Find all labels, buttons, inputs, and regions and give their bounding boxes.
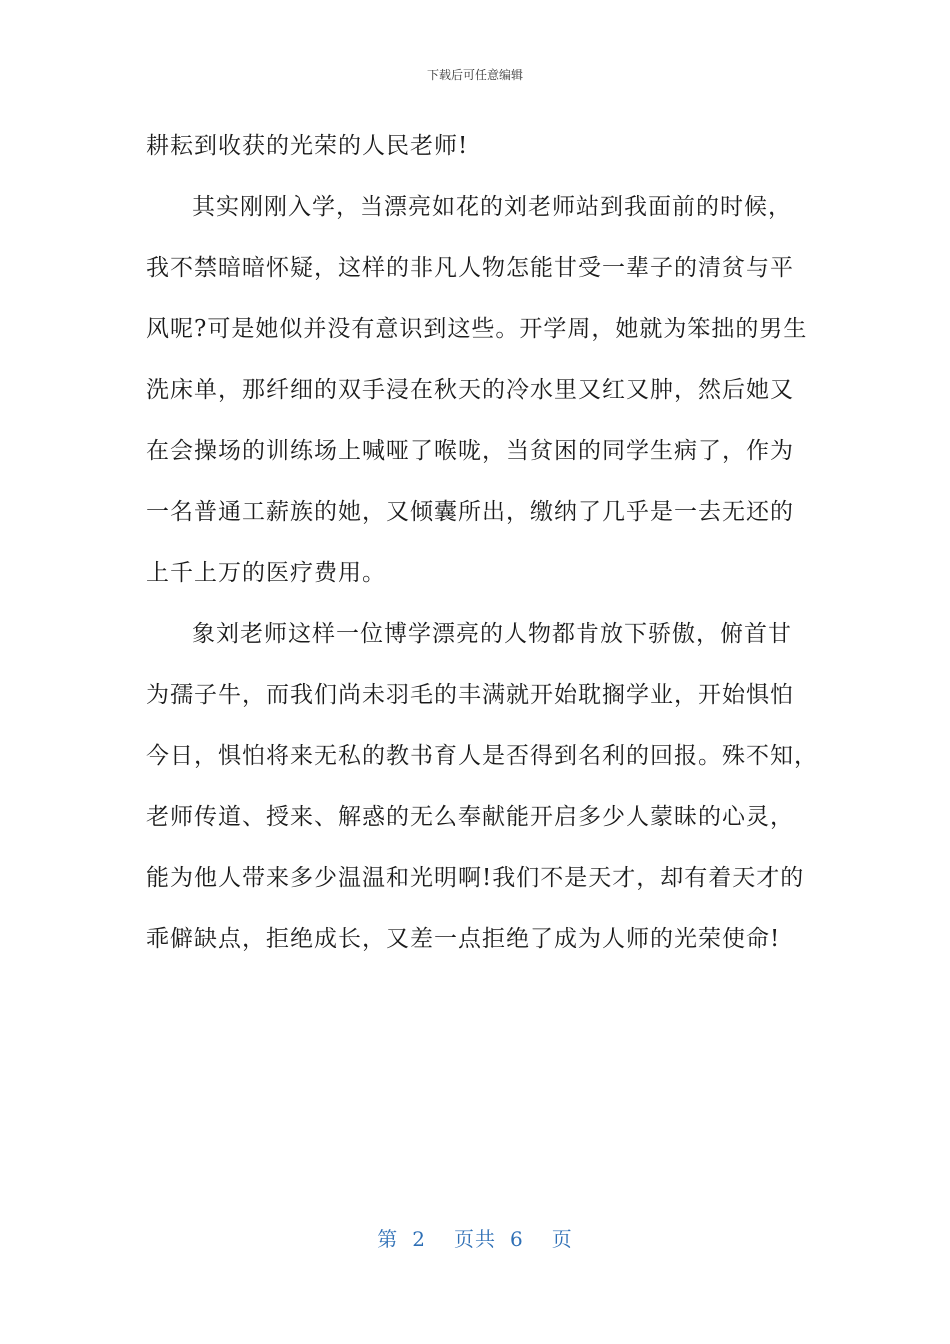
text-line: 上千上万的医疗费用。 — [146, 560, 386, 586]
text-line: 能为他人带来多少温温和光明啊!我们不是天才，却有着天才的 — [146, 865, 805, 891]
page-number: 2 — [412, 1227, 426, 1251]
document-body — [146, 117, 818, 969]
text-line: 老师传道、授来、解惑的无么奉献能开启多少人蒙昧的心灵， — [146, 804, 794, 830]
text-line: 一名普通工薪族的她，又倾囊所出，缴纳了几乎是一去无还的 — [146, 499, 794, 525]
text-line: 其实刚刚入学，当漂亮如花的刘老师站到我面前的时候， — [192, 194, 792, 220]
text-line: 今日，惧怕将来无私的教书育人是否得到名利的回报。殊不知， — [146, 743, 818, 769]
total-pages: 6 — [510, 1227, 524, 1251]
text-line: 洗床单，那纤细的双手浸在秋天的冷水里又红又肿，然后她又 — [146, 377, 794, 403]
page-label-prefix: 第 — [377, 1227, 399, 1251]
page-label-suffix: 页 — [551, 1227, 573, 1251]
text-line: 为孺子牛，而我们尚未羽毛的丰满就开始耽搁学业，开始惧怕 — [146, 682, 794, 708]
text-line: 乖僻缺点，拒绝成长，又差一点拒绝了成为人师的光荣使命! — [146, 926, 781, 952]
text-line: 在会操场的训练场上喊哑了喉咙，当贫困的同学生病了，作为 — [146, 438, 794, 464]
page-footer — [0, 1226, 950, 1252]
text-line: 风呢?可是她似并没有意识到这些。开学周，她就为笨拙的男生 — [146, 316, 808, 342]
text-line: 耕耘到收获的光荣的人民老师! — [146, 133, 469, 159]
page-header: 下载后可任意编辑 — [426, 68, 523, 82]
text-line: 象刘老师这样一位博学漂亮的人物都肯放下骄傲，俯首甘 — [192, 621, 792, 647]
text-line: 我不禁暗暗怀疑，这样的非凡人物怎能甘受一辈子的清贫与平 — [146, 255, 794, 281]
page-label-mid: 页共 — [454, 1227, 496, 1251]
